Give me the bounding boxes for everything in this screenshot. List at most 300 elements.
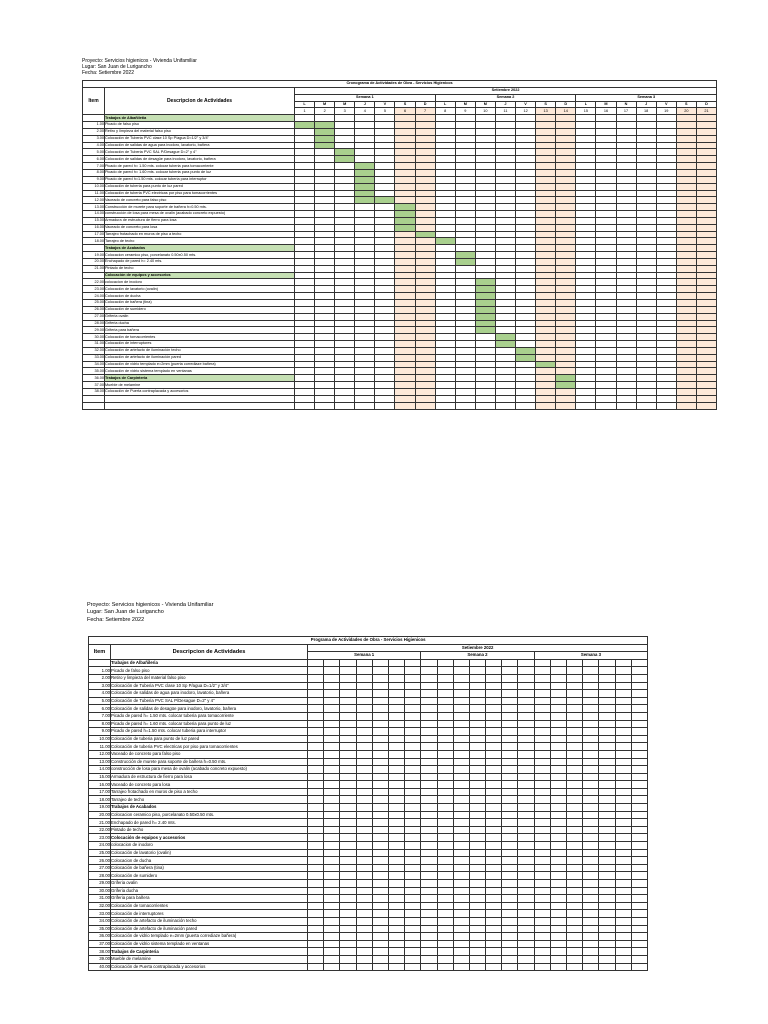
day-cell: [335, 169, 355, 176]
day-cell: [636, 272, 656, 279]
day-cell: [388, 705, 404, 713]
day-cell: [676, 224, 696, 231]
day-cell: [696, 183, 716, 190]
day-cell: [676, 217, 696, 224]
day-cell: [315, 115, 335, 122]
day-cell: [556, 388, 576, 395]
day-cell: [372, 712, 388, 720]
table-row: [89, 712, 648, 720]
day-cell: [486, 667, 502, 675]
item-number: 9.00: [89, 728, 111, 736]
day-cell: [616, 402, 636, 409]
day-cell: [486, 910, 502, 918]
day-cell: [486, 735, 502, 743]
day-cell: [388, 697, 404, 705]
day-cell: [596, 231, 616, 238]
day-cell: [335, 190, 355, 197]
day-cell: [516, 169, 536, 176]
day-cell: [615, 826, 631, 834]
table-row: [89, 948, 648, 956]
day-cell: [676, 320, 696, 327]
day-cell: [405, 690, 421, 698]
day-cell: [615, 880, 631, 888]
day-cell: [455, 190, 475, 197]
day-cell: [518, 940, 534, 948]
day-cell: [636, 327, 656, 334]
day-cell: [415, 204, 435, 211]
day-cell: [315, 169, 335, 176]
day-cell: [475, 163, 495, 170]
day-cell: [415, 115, 435, 122]
day-cell: [469, 826, 485, 834]
day-cell: [340, 743, 356, 751]
day-cell: [656, 265, 676, 272]
day-cell: [631, 872, 648, 880]
day-cell: [324, 796, 340, 804]
day-cell: [340, 834, 356, 842]
item-number: 16.00: [83, 224, 105, 231]
day-cell: [469, 804, 485, 812]
day-cell: [696, 306, 716, 313]
day-cell: [355, 252, 375, 259]
day-cell: [375, 169, 395, 176]
day-cell: [453, 948, 469, 956]
day-cell: [615, 940, 631, 948]
item-number: 10.00: [89, 735, 111, 743]
day-cell: [295, 375, 315, 382]
day-cell: [486, 925, 502, 933]
day-cell: [315, 354, 335, 361]
day-cell: [405, 697, 421, 705]
day-cell: [502, 940, 518, 948]
day-cell: [375, 361, 395, 368]
day-cell: [534, 712, 550, 720]
day-cell: [340, 796, 356, 804]
day-cell: [616, 293, 636, 300]
day-cell: [415, 341, 435, 348]
day-cell: [495, 231, 515, 238]
day-cell: [516, 245, 536, 252]
day-cell: [315, 183, 335, 190]
day-cell: [437, 857, 453, 865]
day-cell: [308, 948, 324, 956]
day-cell: [308, 804, 324, 812]
day-cell: [315, 279, 335, 286]
day-cell: [567, 819, 583, 827]
day-cell: [405, 758, 421, 766]
day-cell: [335, 272, 355, 279]
day-cell: [599, 819, 615, 827]
day-cell: [696, 402, 716, 409]
activity-description: Colocación de bañera (tina): [105, 300, 295, 307]
activity-description: Colocación de lavatorio (ovalin): [111, 849, 308, 857]
day-cell: [576, 265, 596, 272]
day-cell: [355, 156, 375, 163]
day-cell: [372, 796, 388, 804]
day-cell: [356, 773, 372, 781]
day-cell: [616, 313, 636, 320]
day-cell: [495, 245, 515, 252]
day-cell: [495, 265, 515, 272]
item-number: 37.00: [89, 940, 111, 948]
activity-description: Colocación de tomacorrientes: [111, 902, 308, 910]
day-cell: [324, 948, 340, 956]
day-cell: [335, 402, 355, 409]
day-cell: [616, 272, 636, 279]
day-cell: [372, 864, 388, 872]
item-number: 31.00: [83, 341, 105, 348]
day-cell: [556, 245, 576, 252]
day-cell: [453, 857, 469, 865]
day-cell: [676, 238, 696, 245]
day-cell: [656, 135, 676, 142]
day-cell: [596, 183, 616, 190]
item-number: 29.00: [83, 327, 105, 334]
day-cell: [556, 347, 576, 354]
day-cell: [616, 368, 636, 375]
day-cell: [495, 217, 515, 224]
day-cell: [453, 690, 469, 698]
item-number: 34.00: [83, 361, 105, 368]
day-cell: [656, 395, 676, 402]
day-cell: [516, 224, 536, 231]
day-letter: M: [596, 101, 616, 108]
day-cell: [696, 286, 716, 293]
day-number: 19: [656, 108, 676, 115]
month-header: Setiembre 2022: [295, 87, 717, 94]
day-cell: [636, 402, 656, 409]
date-label: Fecha: Setiembre 2022: [87, 616, 145, 623]
day-cell: [536, 190, 556, 197]
day-cell: [536, 169, 556, 176]
day-cell: [356, 826, 372, 834]
day-cell: [567, 705, 583, 713]
day-cell: [469, 682, 485, 690]
day-cell: [405, 667, 421, 675]
gantt-bar-cell: [415, 231, 435, 238]
day-cell: [435, 128, 455, 135]
day-cell: [295, 217, 315, 224]
day-cell: [567, 728, 583, 736]
day-cell: [550, 910, 566, 918]
item-number: 23.00: [83, 286, 105, 293]
day-cell: [395, 354, 415, 361]
day-cell: [356, 887, 372, 895]
day-cell: [475, 334, 495, 341]
day-cell: [421, 826, 437, 834]
day-cell: [616, 245, 636, 252]
day-cell: [375, 279, 395, 286]
day-cell: [453, 712, 469, 720]
day-cell: [583, 788, 599, 796]
day-cell: [656, 382, 676, 389]
item-number: [83, 115, 105, 122]
day-cell: [516, 327, 536, 334]
day-cell: [375, 149, 395, 156]
day-cell: [469, 872, 485, 880]
day-cell: [636, 334, 656, 341]
day-cell: [335, 211, 355, 218]
day-cell: [495, 402, 515, 409]
day-cell: [583, 811, 599, 819]
day-cell: [576, 300, 596, 307]
day-cell: [616, 169, 636, 176]
day-cell: [372, 766, 388, 774]
day-cell: [536, 163, 556, 170]
day-cell: [583, 842, 599, 850]
day-cell: [421, 819, 437, 827]
day-cell: [631, 895, 648, 903]
day-cell: [615, 743, 631, 751]
day-cell: [335, 245, 355, 252]
day-cell: [475, 395, 495, 402]
table-row: [89, 917, 648, 925]
day-cell: [453, 963, 469, 971]
day-cell: [356, 735, 372, 743]
day-cell: [550, 811, 566, 819]
day-cell: [395, 135, 415, 142]
day-cell: [576, 183, 596, 190]
day-cell: [315, 320, 335, 327]
day-cell: [536, 252, 556, 259]
day-cell: [295, 231, 315, 238]
day-cell: [631, 910, 648, 918]
day-cell: [696, 320, 716, 327]
day-cell: [355, 334, 375, 341]
day-cell: [534, 773, 550, 781]
table-row: [83, 224, 717, 231]
day-cell: [324, 758, 340, 766]
day-cell: [556, 183, 576, 190]
day-cell: [696, 347, 716, 354]
day-cell: [536, 204, 556, 211]
day-cell: [615, 735, 631, 743]
day-cell: [437, 910, 453, 918]
day-cell: [596, 122, 616, 129]
day-cell: [616, 286, 636, 293]
day-cell: [631, 933, 648, 941]
day-cell: [495, 176, 515, 183]
day-cell: [596, 320, 616, 327]
table-row: [83, 122, 717, 129]
table-row: [89, 781, 648, 789]
day-cell: [375, 115, 395, 122]
day-cell: [502, 849, 518, 857]
day-cell: [576, 115, 596, 122]
day-cell: [495, 313, 515, 320]
day-cell: [395, 320, 415, 327]
day-cell: [696, 313, 716, 320]
day-cell: [583, 940, 599, 948]
day-cell: [550, 667, 566, 675]
day-cell: [516, 135, 536, 142]
table-row: [83, 197, 717, 204]
day-cell: [340, 925, 356, 933]
table-row: [83, 402, 717, 409]
day-cell: [308, 849, 324, 857]
day-cell: [388, 819, 404, 827]
day-cell: [395, 231, 415, 238]
day-cell: [335, 388, 355, 395]
day-cell: [556, 361, 576, 368]
day-cell: [636, 149, 656, 156]
day-cell: [676, 245, 696, 252]
activity-description: Colocación de artefacto de iluminación techo: [105, 347, 295, 354]
week-header: Semana 2: [435, 94, 576, 101]
activity-description: Pintado de techo: [111, 826, 308, 834]
day-cell: [486, 781, 502, 789]
day-cell: [340, 750, 356, 758]
day-cell: [308, 819, 324, 827]
day-cell: [335, 354, 355, 361]
day-cell: [596, 402, 616, 409]
day-cell: [556, 265, 576, 272]
day-cell: [676, 306, 696, 313]
day-cell: [518, 743, 534, 751]
day-cell: [308, 925, 324, 933]
day-cell: [576, 354, 596, 361]
day-cell: [583, 682, 599, 690]
day-cell: [556, 197, 576, 204]
day-cell: [435, 354, 455, 361]
day-cell: [405, 933, 421, 941]
day-cell: [355, 313, 375, 320]
table-row: [89, 963, 648, 971]
day-cell: [335, 204, 355, 211]
day-cell: [388, 781, 404, 789]
day-cell: [550, 697, 566, 705]
day-cell: [518, 933, 534, 941]
day-cell: [308, 902, 324, 910]
day-cell: [583, 659, 599, 667]
day-cell: [518, 902, 534, 910]
day-number: 1: [295, 108, 315, 115]
activity-description: Colocación de Tuberia PVC SAL P/Desague D=2" y 4": [111, 697, 308, 705]
activity-description: Mueble de melamine: [105, 382, 295, 389]
day-cell: [453, 933, 469, 941]
day-cell: [495, 224, 515, 231]
day-cell: [556, 354, 576, 361]
day-cell: [415, 163, 435, 170]
day-cell: [340, 667, 356, 675]
day-cell: [324, 857, 340, 865]
gantt-bar-cell: [475, 306, 495, 313]
day-cell: [631, 781, 648, 789]
day-cell: [656, 176, 676, 183]
day-cell: [486, 750, 502, 758]
day-cell: [596, 279, 616, 286]
table-row: [83, 176, 717, 183]
day-cell: [421, 811, 437, 819]
day-cell: [656, 354, 676, 361]
day-cell: [415, 258, 435, 265]
schedule-title: Cronograma de Actividades de Obra - Servicios Higienicos: [83, 81, 717, 88]
day-cell: [615, 955, 631, 963]
day-cell: [596, 204, 616, 211]
day-cell: [596, 334, 616, 341]
day-cell: [631, 773, 648, 781]
day-cell: [502, 819, 518, 827]
day-cell: [324, 720, 340, 728]
day-cell: [536, 231, 556, 238]
day-cell: [421, 849, 437, 857]
day-cell: [375, 265, 395, 272]
day-cell: [576, 231, 596, 238]
day-cell: [583, 667, 599, 675]
day-cell: [583, 750, 599, 758]
day-cell: [583, 819, 599, 827]
day-cell: [576, 190, 596, 197]
day-cell: [455, 122, 475, 129]
day-cell: [475, 258, 495, 265]
day-letter: M: [315, 101, 335, 108]
day-cell: [615, 895, 631, 903]
day-cell: [395, 293, 415, 300]
day-cell: [315, 245, 335, 252]
day-cell: [615, 864, 631, 872]
day-cell: [502, 773, 518, 781]
day-cell: [616, 300, 636, 307]
activity-description: Colocación de Tuberia PVC clase 10 Sp P/agua D=1/2" y 3/4": [105, 135, 295, 142]
day-cell: [405, 743, 421, 751]
day-letter: S: [536, 101, 556, 108]
table-row: [89, 766, 648, 774]
day-cell: [656, 334, 676, 341]
day-cell: [518, 842, 534, 850]
day-cell: [475, 211, 495, 218]
day-cell: [395, 265, 415, 272]
day-cell: [308, 826, 324, 834]
day-cell: [455, 375, 475, 382]
day-cell: [576, 204, 596, 211]
day-cell: [405, 887, 421, 895]
day-cell: [475, 402, 495, 409]
day-cell: [486, 674, 502, 682]
day-cell: [421, 872, 437, 880]
day-cell: [696, 115, 716, 122]
day-cell: [415, 122, 435, 129]
day-cell: [596, 190, 616, 197]
day-cell: [615, 910, 631, 918]
day-cell: [335, 142, 355, 149]
day-cell: [656, 142, 676, 149]
day-cell: [469, 659, 485, 667]
day-cell: [583, 902, 599, 910]
day-cell: [636, 128, 656, 135]
day-cell: [335, 115, 355, 122]
item-number: 3.00: [83, 135, 105, 142]
day-cell: [502, 712, 518, 720]
table-row: [89, 933, 648, 941]
day-cell: [421, 834, 437, 842]
day-cell: [395, 286, 415, 293]
day-cell: [308, 857, 324, 865]
day-number: 7: [415, 108, 435, 115]
day-cell: [355, 217, 375, 224]
day-cell: [631, 940, 648, 948]
day-cell: [475, 252, 495, 259]
day-cell: [388, 773, 404, 781]
day-cell: [486, 697, 502, 705]
day-number: 13: [536, 108, 556, 115]
day-cell: [421, 781, 437, 789]
day-cell: [395, 402, 415, 409]
activity-description: Colocación de vidrio sistema templado en ventanas: [105, 368, 295, 375]
week-header: Semana 2: [421, 652, 534, 660]
day-cell: [405, 895, 421, 903]
table-row: [83, 320, 717, 327]
day-cell: [295, 293, 315, 300]
